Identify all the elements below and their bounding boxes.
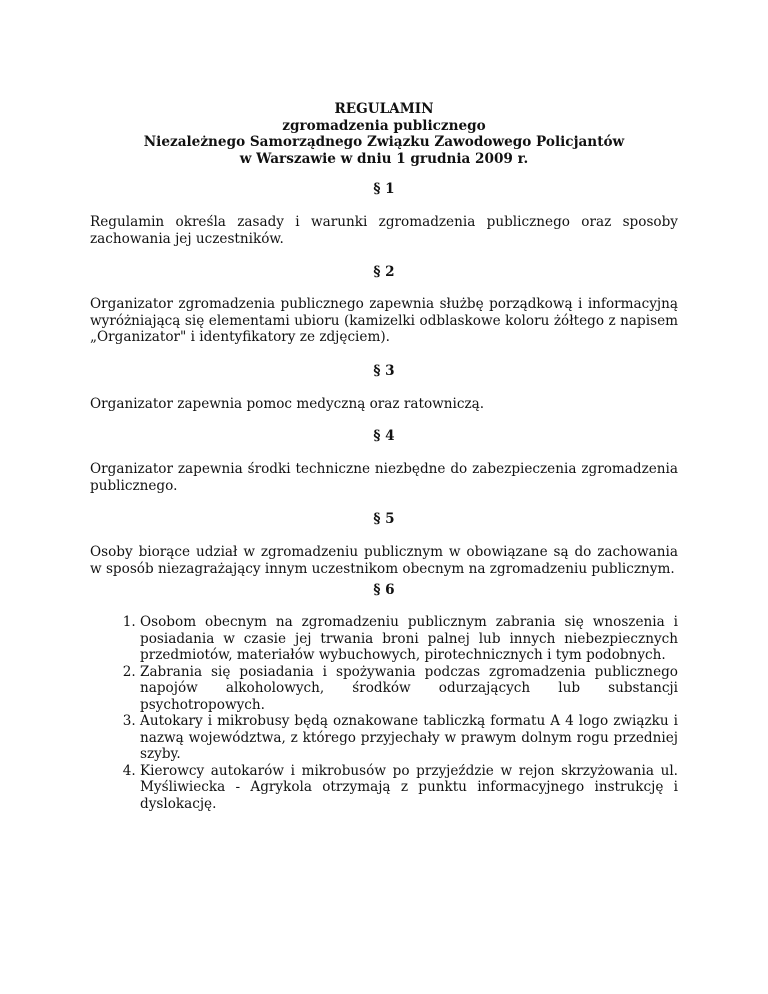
header-date: w Warszawie w dniu 1 grudnia 2009 r.	[239, 150, 529, 167]
section-3-text: Organizator zapewnia pomoc medyczną oraz ratowniczą.	[90, 396, 485, 412]
list-item: 2. Zabrania się posiadania i spożywania podczas zgromadzenia publicznego napojów alkoholowych, środków odurzających lub substancji psychotropowych.	[140, 664, 678, 714]
section-1-title: § 1	[373, 181, 395, 197]
section-6-title: § 6	[373, 582, 395, 598]
header-title: REGULAMIN	[334, 101, 434, 117]
header-subtitle: zgromadzenia publicznego	[282, 117, 486, 134]
section-2-text: Organizator zgromadzenia publicznego zapewnia służbę porządkową i informacyjną wyróżniającą się elementami ubioru (kamizelki odblaskowe koloru żółtego z napisem „Organizator" i identyfikatory ze zdjęciem).	[90, 296, 678, 345]
section-2-title: § 2	[373, 264, 395, 280]
list-item: 4. Kierowcy autokarów i mikrobusów po przyjeździe w rejon skrzyżowania ul. Myśliwiecka - Agrykola otrzymają z punktu informacyjnego instrukcję i dyslokację.	[140, 763, 678, 813]
section-5-text: Osoby biorące udział w zgromadzeniu publicznym w obowiązane są do zachowania w sposób niezagrażający innym uczestnikom obecnym na zgromadzeniu publicznym.	[90, 544, 678, 577]
section-3-title: § 3	[373, 363, 395, 379]
section-4-text: Organizator zapewnia środki techniczne niezbędne do zabezpieczenia zgromadzenia publicznego.	[90, 461, 678, 494]
section-4-title: § 4	[373, 428, 395, 444]
list-item: 3. Autokary i mikrobusy będą oznakowane tabliczką formatu A 4 logo związku i nazwą województwa, z którego przyjechały w prawym dolnym rogu przedniej szyby.	[140, 713, 678, 763]
section-1-text: Regulamin określa zasady i warunki zgromadzenia publicznego oraz sposoby zachowania jej uczestników.	[90, 214, 678, 247]
section-5-title: § 5	[373, 511, 395, 527]
list-item: 1. Osobom obecnym na zgromadzeniu publicznym zabrania się wnoszenia i posiadania w czasie jej trwania broni palnej lub innych niebezpiecznych przedmiotów, materiałów wybuchowych, pirotechnicznych i tym podobnych.	[140, 614, 678, 664]
header-organization: Niezależnego Samorządnego Związku Zawodowego Policjantów	[143, 134, 625, 150]
section-6-list	[90, 614, 678, 812]
document-header	[90, 101, 678, 167]
